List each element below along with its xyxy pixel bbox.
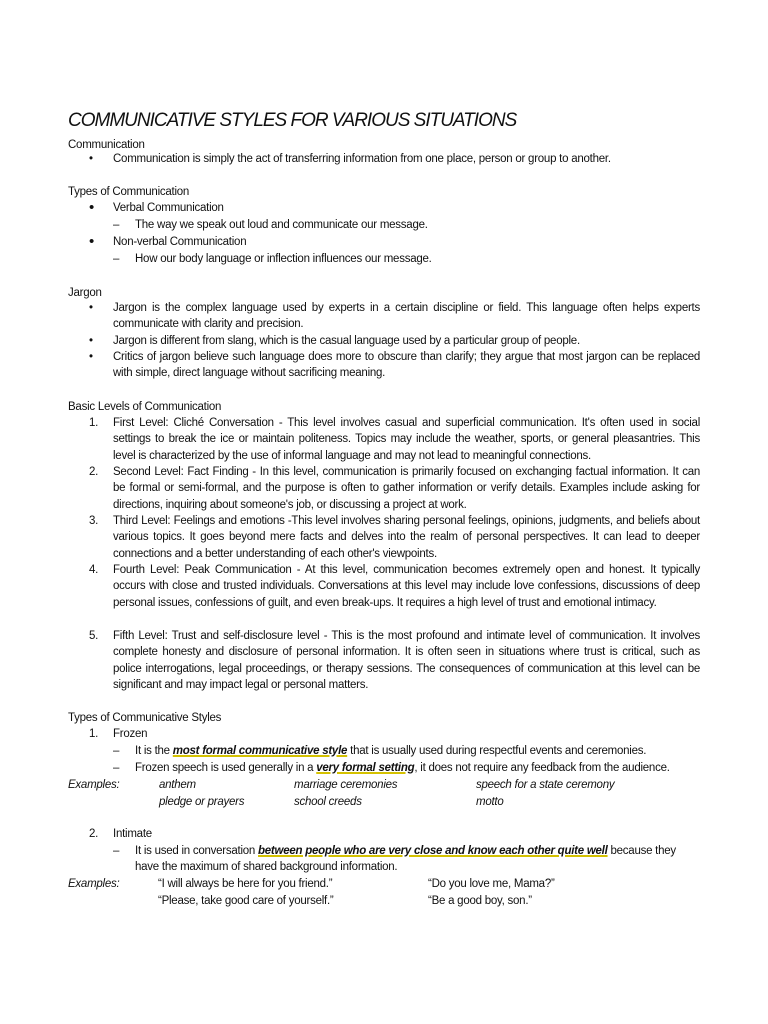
highlighted-phrase: most formal communicative style [172,745,348,757]
section-heading-jargon: Jargon [68,287,102,299]
example-item: school creeds [294,796,362,808]
list-item-nonverbal: • Non-verbal Communication [89,233,247,250]
list-item: • Jargon is the complex language used by experts in a certain discipline or field. This language often helps experts communicate with clarity and precision. [89,302,700,331]
sub-item: – How our body language or inflection influences our message. [113,251,700,267]
level-item-5: 5. Fifth Level: Trust and self-disclosure level - This is the most profound and intimate level of communication. It involves complete honesty and disclosure of personal information. It is often seen in situations where trust is critical, such as police interrogations, legal proceedings, or therapy sessions. The consequences of communication at this level can be significant and may impact legal or personal matters. [89,630,700,691]
example-item: “Do you love me, Mama?” [428,878,555,890]
highlighted-phrase: very formal setting [316,762,415,774]
level-item-3: 3. Third Level: Feelings and emotions -This level involves sharing personal feelings, opinions, judgments, and beliefs about various topics. It goes beyond mere facts and delves into the realm of personal perspectives. It can lead to deeper connections and a better understanding of each other's viewpoints. [89,515,700,560]
example-item: “I will always be here for you friend.” [158,878,333,890]
level-title: Fifth Level: Trust and self-disclosure level [113,630,320,642]
level-title: Second Level: Fact Finding [113,466,249,478]
section-heading-styles: Types of Communicative Styles [68,712,222,724]
sub-item: – Frozen speech is used generally in a very formal setting, it does not require any feedback from the audience. [113,760,700,776]
style-label: Frozen [113,728,148,740]
highlighted-phrase: between people who are very close and know each other quite well [258,845,608,857]
example-item: marriage ceremonies [294,779,398,791]
examples-label: Examples: [68,878,120,890]
list-item: • Critics of jargon believe such language does more to obscure than clarify; they argue that most jargon can be replaced with simple, direct language without sacrificing meaning. [89,351,700,380]
level-title: First Level: Cliché Conversation [113,417,274,429]
level-item-2: 2. Second Level: Fact Finding - In this level, communication is primarily focused on exchanging factual information. It can be formal or semi-formal, and the purpose is often to gather information or verify details. Examples include asking for directions, inquiring about someone's job, or discussing a project at work. [89,466,700,511]
example-item: “Please, take good care of yourself.” [158,895,334,907]
example-item: anthem [159,779,196,791]
example-item: speech for a state ceremony [476,779,615,791]
dash-icon: – [113,219,120,231]
level-title: Fourth Level: Peak Communication [113,564,292,576]
section-heading-levels: Basic Levels of Communication [68,401,222,413]
dash-icon: – [113,253,120,265]
example-item: pledge or prayers [159,796,245,808]
sub-item: – It is used in conversation between people who are very close and know each other quite well because they have the maximum of shared background information. [113,845,676,874]
style-item-frozen: 1. Frozen [89,726,700,742]
dash-icon: – [113,762,120,774]
bullet-icon: • [89,153,93,165]
dash-icon: – [113,745,120,757]
example-item: “Be a good boy, son.” [428,895,532,907]
bullet-icon: • [89,302,93,314]
level-item-4: 4. Fourth Level: Peak Communication - At this level, communication becomes extremely open and honest. It typically occurs with close and trusted individuals. Conversations at this level may include love confessions, discussions of deep personal issues, confessions of guilt, and even break-ups. It requires a high level of trust and emotional intimacy. [89,564,700,609]
level-title: Third Level: Feelings and emotions [113,515,285,527]
bullet-icon: • [89,233,95,250]
example-item: motto [476,796,504,808]
list-item: • Communication is simply the act of transferring information from one place, person or group to another. [89,151,700,167]
section-heading-types: Types of Communication [68,186,190,198]
level-item-1: 1. First Level: Cliché Conversation - This level involves casual and superficial communication. It's often used in social settings to break the ice or maintain politeness. Topics may include the weather, sports, or general pleasantries. This level is characterized by the use of informal language and may not lead to meaningful connections. [89,417,700,462]
bullet-icon: • [89,335,93,347]
list-item: • Jargon is different from slang, which is the casual language used by a particular group of people. [89,333,700,349]
style-item-intimate: 2. Intimate [89,826,700,842]
bullet-icon: • [89,199,95,216]
list-item-verbal: • Verbal Communication [89,199,224,216]
section-heading-communication: Communication [68,139,145,151]
dash-icon: – [113,845,120,857]
examples-label: Examples: [68,779,120,791]
sub-item: – The way we speak out loud and communicate our message. [113,217,700,233]
bullet-icon: • [89,351,93,363]
style-label: Intimate [113,828,152,840]
sub-item: – It is the most formal communicative style that is usually used during respectful events and ceremonies. [113,743,700,759]
page-title: COMMUNICATIVE STYLES FOR VARIOUS SITUATIONS [68,110,517,131]
